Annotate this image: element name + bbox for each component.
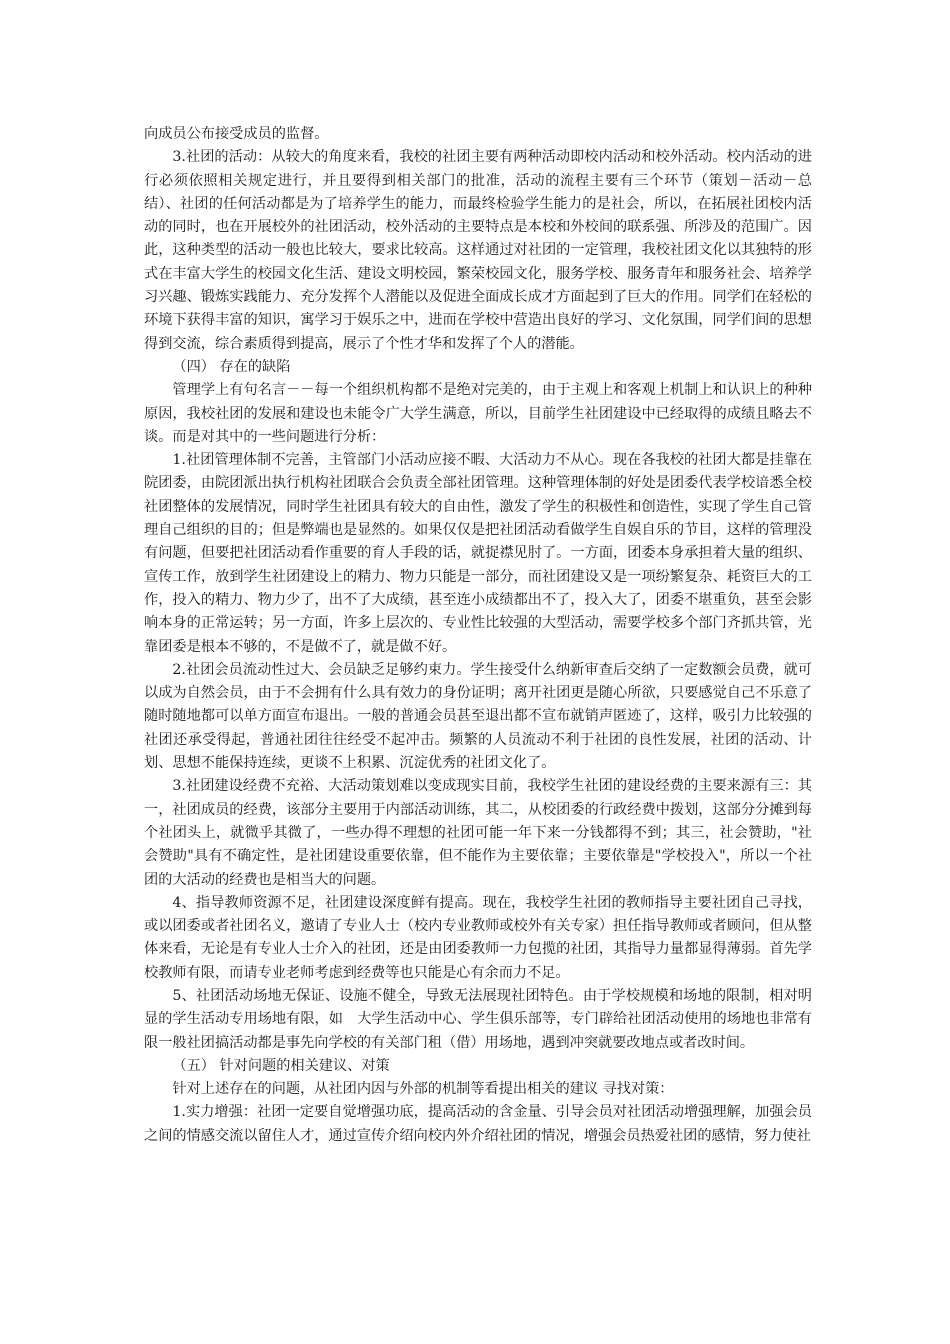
paragraph-intro-tail: 向成员公布接受成员的监督。 [144,126,329,142]
document-page [144,123,812,1148]
section-heading-suggestions: （五） 针对问题的相关建议、对策 [172,1057,390,1074]
paragraph-defect-membership: 2.社团会员流动性过大、会员缺乏足够约束力。学生接受什么纳新审查后交纳了一定数额会员费，就可以成为自然会员，由于不会拥有什么具有效力的身份证明；离开社团更是随心所欲，只要感觉自己不乐意了随时随地都可以单方面宣布退出。一般的普通会员甚至退出都不宣布就销声匿迹了，这样，吸引力比较强的社团还承受得起，普通社团往往经受不起冲击。频繁的人员流动不利于社团的良性发展，社团的活动、计划、思想不能保持连续，更谈不上积累、沉淀优秀的社团文化了。 [144,661,812,772]
paragraph-defect-venues: 5、社团活动场地无保证、设施不健全，导致无法展现社团特色。由于学校规模和场地的限制，相对明显的学生活动专用场地有限，如 大学生活动中心、学生俱乐部等，专门辟给社团活动使用的场地也非常有限一般社团搞活动都是事先向学校的有关部门租（借）用场地，遇到冲突就要改地点或者改时间。 [144,987,812,1051]
paragraph-defects-intro: 管理学上有句名言－－每一个组织机构都不是绝对完美的，由于主观上和客观上机制上和认识上的种种原因，我校社团的发展和建设也未能令广大学生满意，所以，目前学生社团建设中已经取得的成绩且略去不谈。而是对其中的一些问题进行分析： [144,382,812,445]
paragraph-defect-management: 1.社团管理体制不完善，主管部门小活动应接不暇、大活动力不从心。现在各我校的社团大都是挂靠在院团委，由院团派出执行机构社团联合会负责全部社团管理。这种管理体制的好处是团委代表学校谙悉全校社团整体的发展情况，同时学生社团具有较大的自由性，激发了学生的积极性和创造性，实现了学生自己管理自己组织的目的；但是弊端也是显然的。如果仅仅是把社团活动看做学生自娱自乐的节目，这样的管理没有问题，但要把社团活动看作重要的育人手段的话，就捉襟见肘了。一方面，团委本身承担着大量的组织、宣传工作，放到学生社团建设上的精力、物力只能是一部分，而社团建设又是一项纷繁复杂、耗资巨大的工作，投入的精力、物力少了，出不了大成绩，甚至连小成绩都出不了，投入大了，团委不堪重负，甚至会影响本身的正常运转；另一方面，许多上层次的、专业性比较强的大型活动，需要学校多个部门齐抓共管，光靠团委是根本不够的，不是做不了，就是做不好。 [144,452,812,655]
paragraph-suggestions-intro: 针对上述存在的问题，从社团内因与外部的机制等看提出相关的建议 寻找对策： [172,1081,674,1098]
paragraph-defect-funding: 3.社团建设经费不充裕、大活动策划难以变成现实目前，我校学生社团的建设经费的主要来源有三：其一，社团成员的经费，该部分主要用于内部活动训练，其二，从校团委的行政经费中拨划，这部分分摊到每个社团头上，就微乎其微了，一些办得不理想的社团可能一年下来一分钱都得不到；其三，社会赞助，"社会赞助"具有不确定性，是社团建设重要依靠，但不能作为主要依靠；主要依靠是"学校投入"，所以一个社团的大活动的经费也是相当大的问题。 [144,778,812,888]
paragraph-club-activities: 3.社团的活动：从较大的角度来看，我校的社团主要有两种活动即校内活动和校外活动。校内活动的进行必须依照相关规定进行，并且要得到相关部门的批准，活动的流程主要有三个环节（策划－活动－总结）、社团的任何活动都是为了培养学生的能力，而最终检验学生能力的是社会，所以，在拓展社团校内活动的同时，也在开展校外的社团活动，校外活动的主要特点是本校和外校间的联系强、所涉及的范围广。因此，这种类型的活动一般也比较大，要求比较高。这样通过对社团的一定管理，我校社团文化以其独特的形式在丰富大学生的校园文化生活、建设文明校园，繁荣校园文化，服务学校、服务青年和服务社会、培养学习兴趣、锻炼实践能力、充分发挥个人潜能以及促进全面成长成才方面起到了巨大的作用。同学们在轻松的环境下获得丰富的知识，寓学习于娱乐之中，进而在学校中营造出良好的学习、文化氛围，同学们间的思想得到交流，综合素质得到提高，展示了个性才华和发挥了个人的潜能。 [144,149,812,352]
section-heading-defects: （四） 存在的缺陷 [172,358,291,375]
paragraph-suggestion-strength: 1.实力增强：社团一定要自觉增强功底，提高活动的含金量、引导会员对社团活动增强理解，加强会员之间的情感交流以留住人才，通过宣传介绍向校内外介绍社团的情况，增强会员热爱社团的感情，努力使社 [144,1104,812,1144]
paragraph-defect-advisors: 4、指导教师资源不足，社团建设深度鲜有提高。现在，我校学生社团的教师指导主要社团自己寻找，或以团委或者社团名义，邀请了专业人士（校内专业教师或校外有关专家）担任指导教师或者顾问，但从整体来看，无论是有专业人士介入的社团，还是由团委教师一力包揽的社团，其指导力量都显得薄弱。首先学校教师有限，而请专业老师考虑到经费等也只能是心有余而力不足。 [144,894,812,981]
